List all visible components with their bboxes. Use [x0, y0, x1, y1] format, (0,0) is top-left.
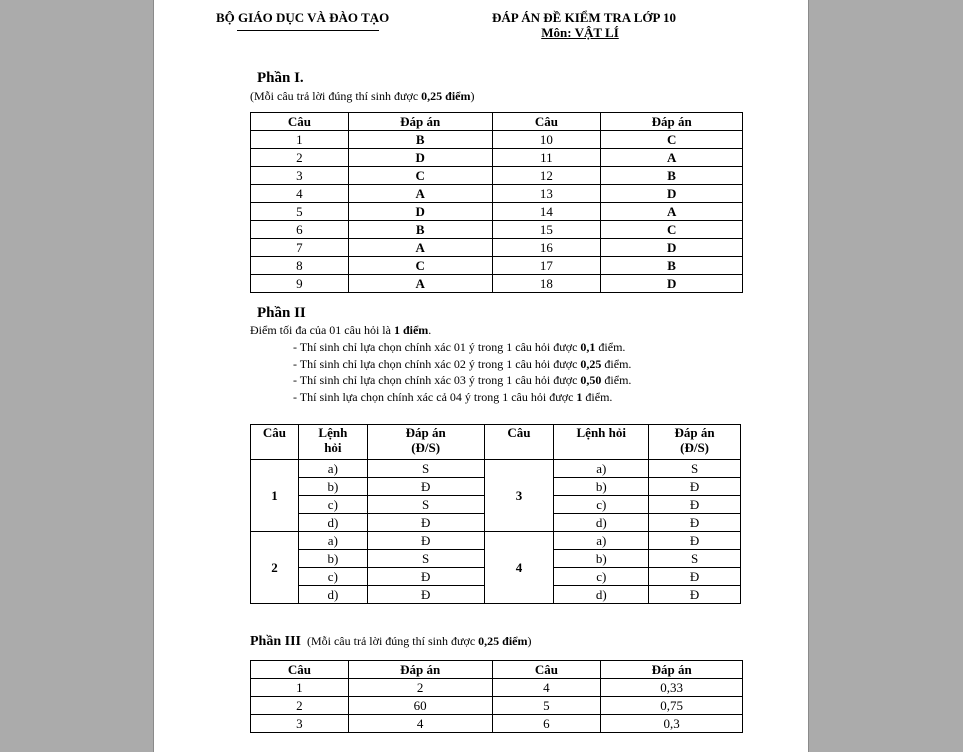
part1-col-header: Đáp án — [601, 113, 743, 131]
statement-label: b) — [554, 478, 649, 496]
answer-cell: C — [601, 131, 743, 149]
answer-cell: B — [348, 221, 492, 239]
header-line: Đáp án — [674, 425, 715, 440]
table-row — [251, 239, 743, 257]
part3-header-row — [251, 661, 743, 679]
table-row — [251, 697, 743, 715]
part3-table — [250, 660, 743, 733]
part3-col-header: Đáp án — [601, 661, 743, 679]
part1-col-header: Câu — [251, 113, 349, 131]
answer-cell: A — [601, 203, 743, 221]
statement-label: d) — [298, 514, 367, 532]
table-row — [251, 460, 741, 478]
part2-bullet — [293, 390, 631, 407]
question-number: 3 — [251, 167, 349, 185]
part1-col-header: Đáp án — [348, 113, 492, 131]
table-row — [251, 149, 743, 167]
statement-label: c) — [554, 568, 649, 586]
answer-cell: S — [367, 460, 484, 478]
part1-table — [250, 112, 743, 293]
exam-subject: Môn: VẬT LÍ — [541, 25, 619, 40]
answer-cell: B — [601, 167, 743, 185]
part2-col-header — [649, 425, 741, 460]
answer-cell: Đ — [367, 514, 484, 532]
question-number: 15 — [492, 221, 601, 239]
statement-label: c) — [298, 568, 367, 586]
header-line: (Đ/S) — [411, 440, 441, 455]
answer-cell: Đ — [649, 478, 741, 496]
answer-cell: Đ — [649, 496, 741, 514]
answer-cell: 0,33 — [601, 679, 743, 697]
part2-intro-prefix: Điểm tối đa của 01 câu hỏi là — [250, 323, 394, 337]
question-number: 17 — [492, 257, 601, 275]
answer-cell: D — [348, 203, 492, 221]
question-number: 7 — [251, 239, 349, 257]
question-number: 14 — [492, 203, 601, 221]
answer-cell: 2 — [348, 679, 492, 697]
statement-label: b) — [554, 550, 649, 568]
question-number: 3 — [251, 715, 349, 733]
table-row — [251, 221, 743, 239]
part3-note-prefix: (Mỗi câu trả lời đúng thí sinh được — [306, 634, 479, 648]
answer-cell: S — [367, 550, 484, 568]
question-number: 10 — [492, 131, 601, 149]
part2-col-header — [298, 425, 367, 460]
bullet-bold: 1 — [576, 389, 583, 404]
part2-col-header: Câu — [251, 425, 299, 460]
question-number: 4 — [251, 185, 349, 203]
answer-cell: Đ — [649, 532, 741, 550]
part1-note-bold: 0,25 điểm — [421, 89, 471, 103]
question-number: 5 — [251, 203, 349, 221]
table-row — [251, 131, 743, 149]
answer-cell: 0,3 — [601, 715, 743, 733]
header-line: hỏi — [324, 440, 342, 455]
bullet-text: - Thí sinh chỉ lựa chọn chính xác 02 ý trong 1 câu hỏi được — [293, 356, 581, 371]
answer-cell: Đ — [649, 514, 741, 532]
statement-label: a) — [298, 460, 367, 478]
part2-col-header: Lệnh hỏi — [554, 425, 649, 460]
answer-cell: S — [367, 496, 484, 514]
statement-label: c) — [298, 496, 367, 514]
question-number: 3 — [484, 460, 554, 532]
exam-title-block — [492, 10, 676, 40]
statement-label: b) — [298, 478, 367, 496]
bullet-bold: 0,1 — [580, 340, 596, 354]
question-number: 2 — [251, 149, 349, 167]
bullet-bold: 0,25 — [580, 356, 602, 371]
answer-cell: D — [348, 149, 492, 167]
part2-bullet — [293, 340, 631, 357]
question-number: 16 — [492, 239, 601, 257]
question-number: 4 — [492, 679, 601, 697]
part1-note-suffix: ) — [470, 89, 475, 103]
question-number: 12 — [492, 167, 601, 185]
question-number: 5 — [492, 697, 601, 715]
answer-cell: Đ — [367, 532, 484, 550]
statement-label: a) — [554, 460, 649, 478]
answer-cell: Đ — [649, 586, 741, 604]
answer-cell: S — [649, 460, 741, 478]
question-number: 2 — [251, 532, 299, 604]
part3-title: Phần III — [250, 634, 301, 649]
part2-bullet — [293, 357, 631, 374]
answer-cell: B — [348, 131, 492, 149]
answer-cell: Đ — [649, 568, 741, 586]
question-number: 1 — [251, 131, 349, 149]
part2-bullets — [293, 340, 631, 406]
header-line: (Đ/S) — [680, 440, 710, 455]
question-number: 6 — [492, 715, 601, 733]
table-row — [251, 257, 743, 275]
question-number: 18 — [492, 275, 601, 293]
answer-cell: D — [601, 275, 743, 293]
question-number: 2 — [251, 697, 349, 715]
answer-cell: 4 — [348, 715, 492, 733]
answer-cell: S — [649, 550, 741, 568]
bullet-suffix: điểm. — [595, 340, 626, 354]
question-number: 1 — [251, 460, 299, 532]
question-number: 8 — [251, 257, 349, 275]
exam-title: ĐÁP ÁN ĐỀ KIỂM TRA LỚP 10 — [492, 10, 676, 25]
part2-col-header: Câu — [484, 425, 554, 460]
statement-label: c) — [554, 496, 649, 514]
part3-col-header: Đáp án — [348, 661, 492, 679]
part1-note-prefix: (Mỗi câu trả lời đúng thí sinh được — [250, 89, 422, 103]
bullet-suffix: điểm. — [601, 356, 632, 371]
part2-col-header — [367, 425, 484, 460]
bullet-suffix: điểm. — [601, 373, 632, 387]
part1-note — [250, 89, 475, 104]
ministry-underline — [237, 30, 379, 31]
part2-title: Phần II — [257, 305, 306, 321]
bullet-text: - Thí sinh chỉ lựa chọn chính xác 03 ý trong 1 câu hỏi được — [293, 373, 581, 387]
answer-cell: C — [601, 221, 743, 239]
part1-title: Phần I. — [257, 70, 304, 86]
answer-cell: Đ — [367, 478, 484, 496]
answer-cell: D — [601, 185, 743, 203]
header-line: Lệnh — [318, 425, 348, 440]
statement-label: a) — [554, 532, 649, 550]
answer-cell: A — [601, 149, 743, 167]
ministry-name: BỘ GIÁO DỤC VÀ ĐÀO TẠO — [216, 10, 390, 25]
answer-cell: A — [348, 239, 492, 257]
answer-cell: D — [601, 239, 743, 257]
part2-intro — [250, 323, 431, 338]
statement-label: d) — [298, 586, 367, 604]
answer-cell: 0,75 — [601, 697, 743, 715]
document-page — [153, 0, 809, 752]
bullet-text: - Thí sinh chỉ lựa chọn chính xác 01 ý trong 1 câu hỏi được — [293, 340, 581, 354]
statement-label: a) — [298, 532, 367, 550]
part3-col-header: Câu — [251, 661, 349, 679]
bullet-suffix: điểm. — [582, 389, 613, 404]
bullet-text: - Thí sinh lựa chọn chính xác cả 04 ý trong 1 câu hỏi được — [293, 389, 577, 404]
part3-note-suffix: ) — [527, 634, 532, 648]
answer-cell: C — [348, 167, 492, 185]
part2-header-row — [251, 425, 741, 460]
answer-cell: 60 — [348, 697, 492, 715]
table-row — [251, 275, 743, 293]
question-number: 4 — [484, 532, 554, 604]
question-number: 9 — [251, 275, 349, 293]
question-number: 13 — [492, 185, 601, 203]
table-row — [251, 679, 743, 697]
part2-intro-suffix: . — [428, 323, 432, 337]
question-number: 1 — [251, 679, 349, 697]
question-number: 11 — [492, 149, 601, 167]
table-row — [251, 185, 743, 203]
answer-cell: A — [348, 185, 492, 203]
bullet-bold: 0,50 — [580, 373, 602, 387]
part3-note-bold: 0,25 điểm — [478, 634, 528, 648]
part1-header-row — [251, 113, 743, 131]
header-line: Đáp án — [405, 425, 446, 440]
answer-cell: B — [601, 257, 743, 275]
part2-intro-bold: 1 điểm — [393, 323, 429, 337]
question-number: 6 — [251, 221, 349, 239]
part3-col-header: Câu — [492, 661, 601, 679]
statement-label: d) — [554, 514, 649, 532]
part3-heading — [250, 634, 531, 650]
part1-col-header: Câu — [492, 113, 601, 131]
statement-label: b) — [298, 550, 367, 568]
table-row — [251, 715, 743, 733]
statement-label: d) — [554, 586, 649, 604]
table-row — [251, 167, 743, 185]
answer-cell: A — [348, 275, 492, 293]
part2-bullet — [293, 373, 631, 390]
answer-cell: Đ — [367, 568, 484, 586]
table-row — [251, 532, 741, 550]
answer-cell: C — [348, 257, 492, 275]
table-row — [251, 203, 743, 221]
part2-table — [250, 424, 741, 604]
answer-cell: Đ — [367, 586, 484, 604]
